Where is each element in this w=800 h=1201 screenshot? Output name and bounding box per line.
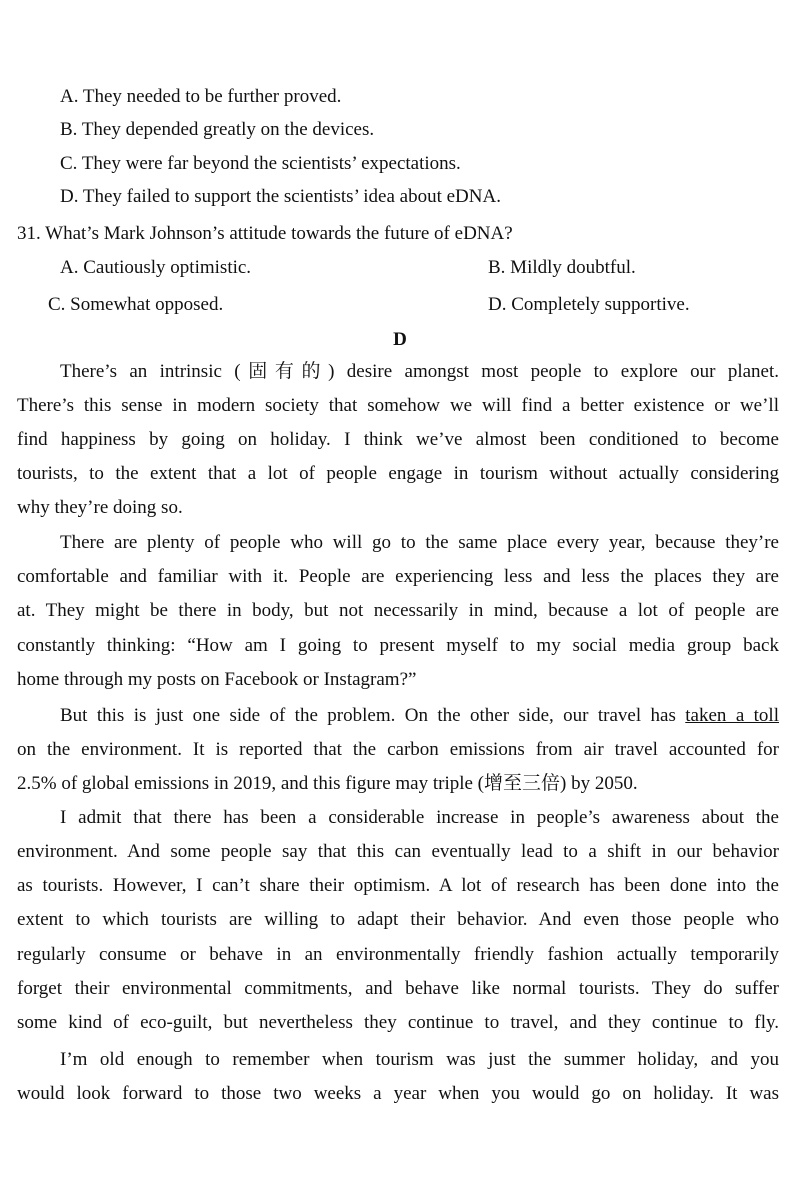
passage-line: find happiness by going on holiday. I think we’ve almost been conditioned to become (17, 429, 779, 450)
option-31a: A. Cautiously optimistic. (60, 257, 252, 278)
option-30b: B. They depended greatly on the devices. (60, 119, 375, 140)
passage-line: forget their environmental commitments, and behave like normal tourists. They do suffer (17, 978, 779, 999)
passage-line: home through my posts on Facebook or Instagram?” (17, 669, 417, 690)
passage-line: as tourists. However, I can’t share their optimism. A lot of research has been done into the (17, 875, 779, 896)
passage-line: environment. And some people say that this can eventually lead to a shift in our behavior (17, 841, 779, 862)
passage-line: I admit that there has been a considerable increase in people’s awareness about the (60, 807, 779, 828)
passage-line: would look forward to those two weeks a year when you would go on holiday. It was (17, 1083, 779, 1104)
passage-line: some kind of eco-guilt, but nevertheless they continue to travel, and they continue to fly. (17, 1012, 779, 1033)
option-31c: C. Somewhat opposed. (48, 294, 224, 315)
question-31: 31. What’s Mark Johnson’s attitude towards the future of eDNA? (17, 223, 513, 244)
option-30c: C. They were far beyond the scientists’ expectations. (60, 153, 461, 174)
passage-line: 2.5% of global emissions in 2019, and this figure may triple (增至三倍) by 2050. (17, 773, 638, 794)
option-31d: D. Completely supportive. (488, 294, 690, 315)
passage-line: There’s an intrinsic (固有的) desire amongst most people to explore our planet. (60, 361, 779, 382)
passage-line: I’m old enough to remember when tourism was just the summer holiday, and you (60, 1049, 779, 1070)
passage-line: constantly thinking: “How am I going to present myself to my social media group back (17, 635, 779, 656)
section-heading: D (393, 329, 407, 350)
passage-line-with-underline (60, 705, 779, 727)
passage-line: extent to which tourists are willing to adapt their behavior. And even those people who (17, 909, 779, 930)
option-31b: B. Mildly doubtful. (488, 257, 636, 278)
passage-line: There’s this sense in modern society that somehow we will find a better existence or we’ll (17, 395, 779, 416)
passage-line: at. They might be there in body, but not necessarily in mind, because a lot of people are (17, 600, 779, 621)
passage-line: on the environment. It is reported that the carbon emissions from air travel accounted for (17, 739, 779, 760)
passage-text: But this is just one side of the problem. On the other side, our travel has (60, 705, 676, 726)
option-30a: A. They needed to be further proved. (60, 86, 342, 107)
passage-line: tourists, to the extent that a lot of people engage in tourism without actually considering (17, 463, 779, 484)
passage-line: regularly consume or behave in an environmentally friendly fashion actually temporarily (17, 944, 779, 965)
passage-line: why they’re doing so. (17, 497, 183, 518)
passage-line: comfortable and familiar with it. People are experiencing less and less the places they are (17, 566, 779, 587)
underlined-phrase: taken a toll (685, 705, 779, 726)
passage-line: There are plenty of people who will go to the same place every year, because they’re (60, 532, 779, 553)
option-30d: D. They failed to support the scientists’ idea about eDNA. (60, 186, 501, 207)
